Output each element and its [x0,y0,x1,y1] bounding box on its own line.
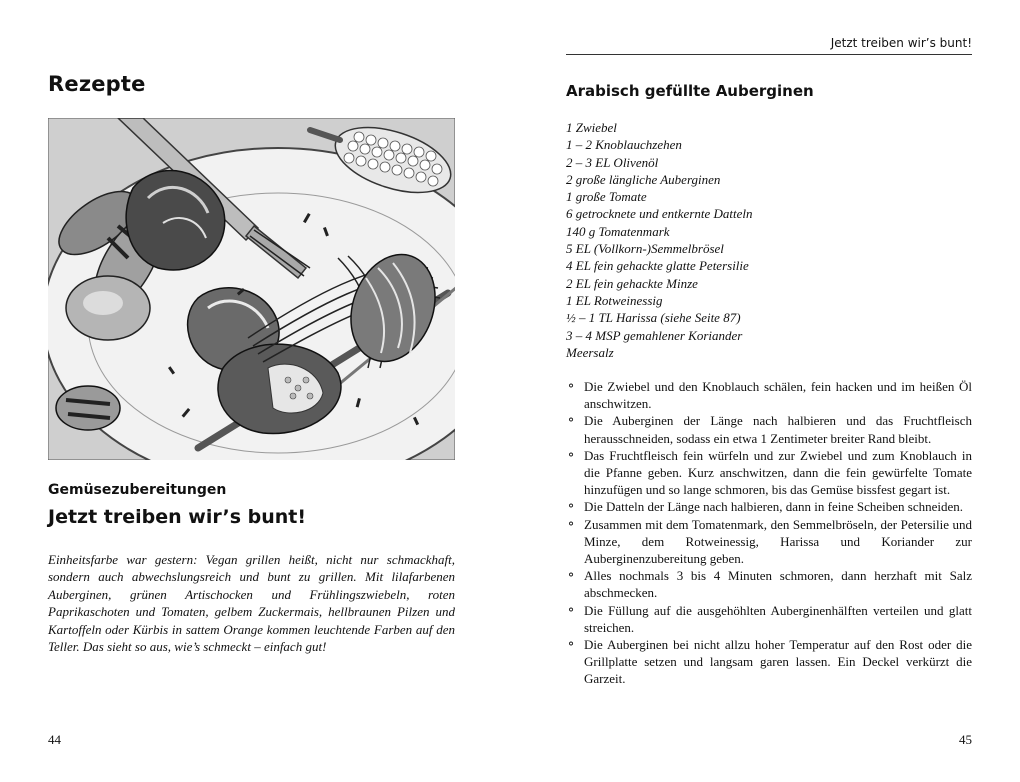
step-item [566,447,972,499]
step-item [566,602,972,636]
section-title: Rezepte [48,72,146,96]
chapter-title: Jetzt treiben wir’s bunt! [48,506,307,528]
step-text: Zusammen mit dem Tomatenmark, den Semmelbröseln, der Petersilie und Minze, dem Rotweinessig, Harissa und Koriander zur Auberginenzubereitung geben. [584,516,972,567]
ingredient-item: 140 g Tomatenmark [566,223,670,239]
intro-paragraph: Einheitsfarbe war gestern: Vegan grillen heißt, nicht nur schmackhaft, sondern auch abwechslungsreich und bunt zu grillen. Mit lilafarbenen Auberginen, grünen Artischocken und Frühlingszwiebeln, roten Paprikaschoten und Tomaten, gelbem Zuckermais, hellbraunen Pilzen und Kartoffeln oder Kürbis in sattem Orange kommen leuchtende Farben auf den Teller. Das sieht so aus, wie’s schmeckt – einfach gut! [48,552,455,655]
recipe-title: Arabisch gefüllte Auberginen [566,82,814,100]
grilled-vegetables-illustration [48,118,455,460]
preparation-steps [566,378,972,688]
circle-bullet-icon: ⚬ [566,447,577,462]
category-kicker: Gemüsezubereitungen [48,482,227,498]
circle-bullet-icon: ⚬ [566,516,577,531]
ingredient-item: 1 große Tomate [566,189,647,205]
ingredient-item: 4 EL fein gehackte glatte Petersilie [566,258,749,274]
ingredient-item: 2 EL fein gehackte Minze [566,275,698,291]
right-page [510,0,1020,782]
ingredient-item: 3 – 4 MSP gemahlener Koriander [566,327,743,343]
circle-bullet-icon: ⚬ [566,602,577,617]
step-item [566,498,972,515]
step-item [566,567,972,601]
step-item [566,636,972,688]
running-head: Jetzt treiben wir’s bunt! [566,36,972,55]
ingredient-item: ½ – 1 TL Harissa (siehe Seite 87) [566,310,741,326]
ingredient-item: 1 Zwiebel [566,120,617,135]
ingredient-item: Meersalz [566,344,614,360]
ingredient-item: 2 große längliche Auberginen [566,171,721,187]
page-number-left: 44 [48,732,61,747]
step-text: Die Datteln der Länge nach halbieren, dann in feine Scheiben schneiden. [584,499,964,515]
ingredient-item: 2 – 3 EL Olivenöl [566,154,659,170]
step-item [566,378,972,412]
ingredient-item: 1 EL Rotweinessig [566,292,663,308]
ingredient-item: 6 getrocknete und entkernte Datteln [566,206,753,222]
step-text: Das Fruchtfleisch fein würfeln und zur Zwiebel und zum Knoblauch in die Pfanne geben. Kurz anschwitzen, dann die fein gewürfelte Tomate hinzufügen und so lange schmoren, bis das Gemüse bissfest gegart ist. [584,447,972,498]
step-item [566,412,972,446]
step-text: Die Auberginen bei nicht allzu hoher Temperatur auf den Rost oder die Grillplatte setzen und langsam garen lassen. Ein Deckel verkürzt die Garzeit. [584,637,972,687]
step-text: Die Auberginen der Länge nach halbieren und das Fruchtfleisch herausschneiden, sodass ein etwa 1 Zentimeter breiter Rand bleibt. [584,413,972,446]
step-text: Die Füllung auf die ausgehöhlten Auberginenhälften verteilen und glatt streichen. [584,602,972,635]
circle-bullet-icon: ⚬ [566,637,577,652]
circle-bullet-icon: ⚬ [566,568,577,583]
ingredient-item: 5 EL (Vollkorn-)Semmelbrösel [566,241,724,257]
step-text: Die Zwiebel und den Knoblauch schälen, fein hacken und im heißen Öl anschwitzen. [584,379,972,412]
circle-bullet-icon: ⚬ [566,379,577,393]
ingredient-list [566,119,753,361]
page-number-right: 45 [959,732,972,747]
circle-bullet-icon: ⚬ [566,499,577,514]
ingredient-item: 1 – 2 Knoblauchzehen [566,137,682,153]
circle-bullet-icon: ⚬ [566,413,577,428]
step-text: Alles nochmals 3 bis 4 Minuten schmoren, dann herzhaft mit Salz abschmecken. [584,568,972,601]
step-item [566,516,972,568]
